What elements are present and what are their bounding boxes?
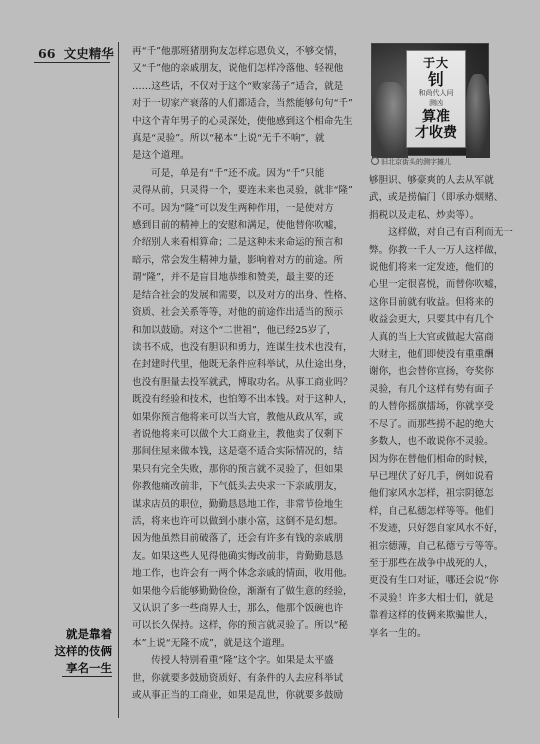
article-column-left — [132, 43, 358, 704]
text-line: 读书不成，也没有胆识和勇力，连谋生技术也没有， — [132, 341, 353, 353]
magazine-name: 文史精华 — [63, 46, 114, 61]
text-line: 在封建时代里，他既无条件应科举试，从仕途出身， — [132, 359, 353, 371]
text-line: 早已埋伏了好几手，例如说看 — [369, 470, 494, 482]
text-line: 是结合社会的发展和需要，以及对方的出身、性格、 — [132, 289, 353, 301]
sidebar-title-line: 就是靠着 — [66, 627, 112, 641]
text-line: 那间住屋来做本钱，这是毫不适合实际情况的，结 — [132, 446, 344, 458]
text-line: 介绍别人来看相算命；二是这种未来命运的预言和 — [132, 237, 344, 249]
person-figure — [372, 82, 408, 158]
text-line: 可是，单是有“千”还不成。因为“千”只能 — [132, 167, 325, 179]
text-line: 因为你在替他们相命的时候， — [369, 453, 494, 465]
sign-text: 才收费 — [415, 125, 457, 141]
text-line: 世，你就要多鼓励资质好、有条件的人去应科举试 — [132, 672, 344, 684]
text-line: 友。如果这些人见得他确实悔改前非，肯勤勤恳恳 — [132, 550, 344, 562]
text-line: 不可。因为“隆”可以发生两种作用，一是使对方 — [132, 202, 334, 214]
sign-text: 钊 — [427, 70, 444, 89]
text-line: 暗示，常会发生精神力量，影响着对方的前途。所 — [132, 254, 344, 266]
sidebar-rule — [62, 676, 112, 677]
text-line: 的人替你摇旗擂场，你就享受 — [369, 401, 494, 413]
text-line: 至于那些在战争中战死的人， — [369, 557, 494, 569]
text-line: 既没有经验和技术，也怕筹不出本钱。对于这种人， — [132, 394, 353, 406]
sign-text: 和尚代人问 — [418, 89, 454, 97]
text-line: 你教他痛改前非，下气低头去央求一下亲戚朋友， — [132, 481, 344, 493]
text-line: 或从事正当的工商业，如果是乱世，你就要多鼓励 — [132, 690, 344, 702]
person-figure — [466, 74, 490, 158]
text-line: 享名一生的。 — [369, 627, 427, 639]
text-line: 更没有生口对证，哪还会说“你 — [369, 575, 499, 587]
text-line: 本”上说“无隆不成”，就是这个道理。 — [132, 637, 291, 649]
text-line: 心里一定很喜悦，而替你吹嘘， — [369, 279, 504, 291]
text-line: 谢你，也会替你宣扬，夸奖你 — [369, 366, 494, 378]
text-line: 灵验，有几个这样有势有面子 — [369, 383, 494, 395]
text-line: 多数人，也不敢说你不灵验。 — [369, 436, 494, 448]
text-line: 活，将来也许可以做到小康小富，这倒不是幻想。 — [132, 515, 344, 527]
sign-text: 算准 — [422, 109, 450, 125]
text-line: 大财主，他们即使没有重重酬 — [369, 349, 494, 361]
text-line: 说他们将来一定发迹，他们的 — [369, 262, 494, 274]
text-line: 样，自己私德怎样等等。他们 — [369, 505, 494, 517]
text-line: ……这些话，不仅对于这个“败家荡子”适合，就是 — [132, 80, 344, 92]
text-line: 传授人特别看重“隆”这个字。如果是太平盛 — [132, 655, 334, 667]
text-line: 够胆识、够豪爽的人去从军就 — [369, 175, 494, 186]
text-line: 也没有胆量去投军就武，博取功名。从事工商业吗？ — [132, 376, 353, 388]
text-line: 地工作，也许会有一两个体念亲戚的情面，收用他。 — [132, 568, 353, 580]
text-line: 靠着这样的伎俩来欺骗世人， — [369, 610, 494, 622]
text-line: 武，或是捞偏门（即承办烟赌、 — [369, 192, 504, 204]
text-line: 这你目前就有收益。但将来的 — [369, 296, 494, 308]
text-line: 祖宗德薄，自己私德亏亏等等。 — [369, 540, 504, 552]
article-column-right — [369, 172, 513, 642]
text-line: 感到目前的精神上的安慰和满足，使他替你吹嘘， — [132, 220, 344, 232]
text-line: 这样做，对自己有百利而无一 — [369, 227, 513, 239]
text-line: 他们家风水怎样，祖宗阴德怎 — [369, 488, 494, 500]
sidebar-title-line: 享名一生 — [66, 661, 112, 675]
text-line: 可以长久保持。这样，你的预言就灵验了。所以“秘 — [132, 620, 348, 632]
margin-rule — [118, 42, 119, 718]
text-line: 是这个道理。 — [132, 150, 190, 162]
page-number: 66 — [38, 46, 56, 61]
text-line: 果只有完全失败，那你的预言就不灵验了，但如果 — [132, 463, 344, 475]
sidebar-pull-title — [50, 626, 112, 677]
text-line: 不灵验！许多大相士们，就是 — [369, 592, 494, 604]
circle-icon — [371, 157, 379, 165]
sidebar-title-line: 这样的伎俩 — [54, 644, 112, 658]
text-line: 资质、社会关系等等，对他的前途作出适当的预示 — [132, 307, 344, 319]
sign-text: 测凶 — [429, 99, 443, 107]
text-line: 不发迹，只好怨自家风水不好， — [369, 523, 504, 535]
photo-caption — [371, 157, 451, 167]
text-line: 收益会更大，只要其中有几个 — [369, 314, 494, 326]
text-line: 对于一切家产衰落的人们都适合，当然能够句句“千” — [132, 98, 353, 110]
sign-text: 于大 — [422, 56, 449, 70]
text-line: 弊。你教一千人一万人这样做， — [369, 244, 504, 256]
text-line: 灵得从前，只灵得一个，要连未来也灵验，就非“隆” — [132, 185, 353, 197]
header-rule — [34, 62, 110, 63]
text-line: 如果他今后能够勤勤俭俭，渐渐有了做生意的经验， — [132, 585, 353, 597]
text-line: 真是“灵验”。所以“秘本”上说“无千不响”，就 — [132, 133, 325, 145]
text-line: 谋求店员的职位，勤勤恳恳地工作，非常节俭地生 — [132, 498, 344, 510]
fortune-teller-photo — [371, 43, 489, 156]
text-line: 再“千”他那班猪朋狗友怎样忘恩负义，不够交情， — [132, 46, 344, 57]
text-line: 人真的当上大官或做起大富商 — [369, 331, 494, 343]
text-line: 和加以鼓励。对这个“二世祖”，他已经25岁了， — [132, 324, 337, 336]
page-header — [38, 44, 114, 62]
caption-text: 旧北京街头的测字摊儿 — [381, 158, 451, 166]
fortune-sign — [406, 50, 466, 148]
text-line: 捐税以及走私、炒卖等）。 — [369, 209, 480, 221]
text-line: 不尽了。而那些捞不起的绝大 — [369, 418, 494, 430]
text-line: 又认识了多一些商界人士，那么，他那个饭碗也许 — [132, 603, 344, 614]
text-line: 因为他虽然目前破落了，还会有许多有钱的亲戚朋 — [132, 533, 344, 545]
text-line: 者说他将来可以做个大工商业主，教他卖了仅剩下 — [132, 428, 344, 440]
text-line: 中这个青年男子的心灵深处，使他感到这个相命先生 — [132, 115, 353, 127]
text-line: 谓“隆”，并不是盲目地恭维和赞美，最主要的还 — [132, 272, 334, 284]
text-line: 如果你预言他将来可以当大官，教他从政从军，或 — [132, 411, 344, 423]
text-line: 又“千”他的亲戚朋友，说他们怎样冷落他、轻视他 — [132, 63, 344, 75]
